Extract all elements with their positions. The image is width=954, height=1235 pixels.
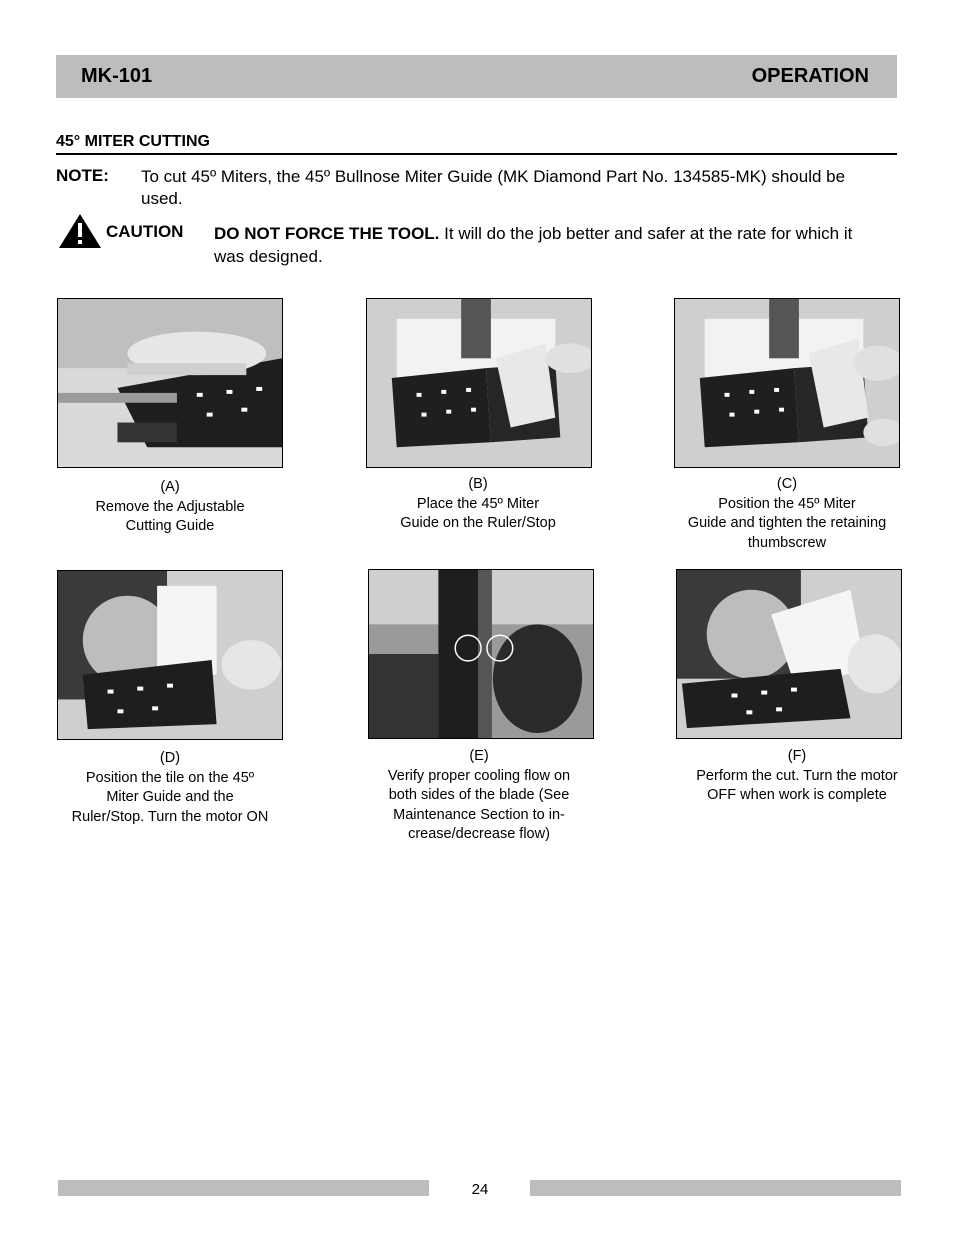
section-heading: OPERATION	[751, 65, 869, 87]
caution-text	[214, 222, 874, 268]
photo-step-b	[366, 298, 592, 468]
caption-letter: (E)	[469, 748, 489, 764]
note-text: To cut 45º Miters, the 45º Bullnose Miter Guide (MK Diamond Part No. 134585-MK) should be used.	[141, 167, 846, 208]
caption-letter: (B)	[468, 476, 488, 492]
caution-body-text: It will do the job better and safer at the rate for which it was designed.	[214, 224, 853, 266]
photo-step-e	[368, 569, 594, 739]
caution-bold-text: DO NOT FORCE THE TOOL.	[214, 224, 440, 243]
caption-line: Verify proper cooling flow on	[387, 767, 571, 784]
caption-line: Remove the Adjustable	[95, 498, 245, 515]
caption-line: both sides of the blade (See	[388, 787, 570, 803]
model-title: MK-101	[81, 65, 153, 87]
caption-line: Cutting Guide	[125, 518, 215, 534]
note-label: NOTE:	[56, 166, 109, 185]
caption-line: Position the 45º Miter	[718, 495, 856, 512]
caption-step-e	[359, 747, 599, 845]
caption-line: Position the tile on the 45º	[85, 769, 255, 786]
photo-step-a	[57, 298, 283, 468]
caption-line: Place the 45º Miter	[416, 495, 540, 512]
caption-line: Maintenance Section to in-	[393, 806, 565, 823]
caption-letter: (A)	[160, 479, 180, 495]
caption-line: OFF when work is complete	[707, 787, 887, 803]
photo-step-f	[676, 569, 902, 739]
photo-step-d	[57, 570, 283, 740]
caption-line: crease/decrease flow)	[408, 826, 550, 842]
caption-line: thumbscrew	[747, 534, 827, 551]
caption-line: Miter Guide and the	[106, 789, 234, 805]
footer-bar-right	[530, 1180, 901, 1196]
caption-letter: (F)	[787, 748, 807, 764]
caption-step-c	[667, 475, 907, 553]
caption-line: Ruler/Stop. Turn the motor ON	[71, 808, 269, 825]
page-number: 24	[471, 1181, 489, 1198]
caption-step-f	[677, 747, 917, 806]
caption-letter: (C)	[776, 476, 798, 492]
header-bar	[56, 55, 897, 98]
caption-line: Guide and tighten the retaining	[687, 515, 887, 531]
caption-step-a	[50, 478, 290, 537]
caption-line: Guide on the Ruler/Stop	[400, 515, 556, 531]
caption-step-b	[358, 475, 598, 534]
caption-line: Perform the cut. Turn the motor	[696, 767, 898, 784]
photo-step-c	[674, 298, 900, 468]
footer-bar-left	[58, 1180, 429, 1196]
caption-letter: (D)	[159, 750, 181, 766]
warning-triangle-icon	[58, 213, 102, 249]
caution-label: CAUTION	[106, 222, 184, 241]
section-title: 45° MITER CUTTING	[56, 133, 897, 155]
caption-step-d	[50, 749, 290, 827]
